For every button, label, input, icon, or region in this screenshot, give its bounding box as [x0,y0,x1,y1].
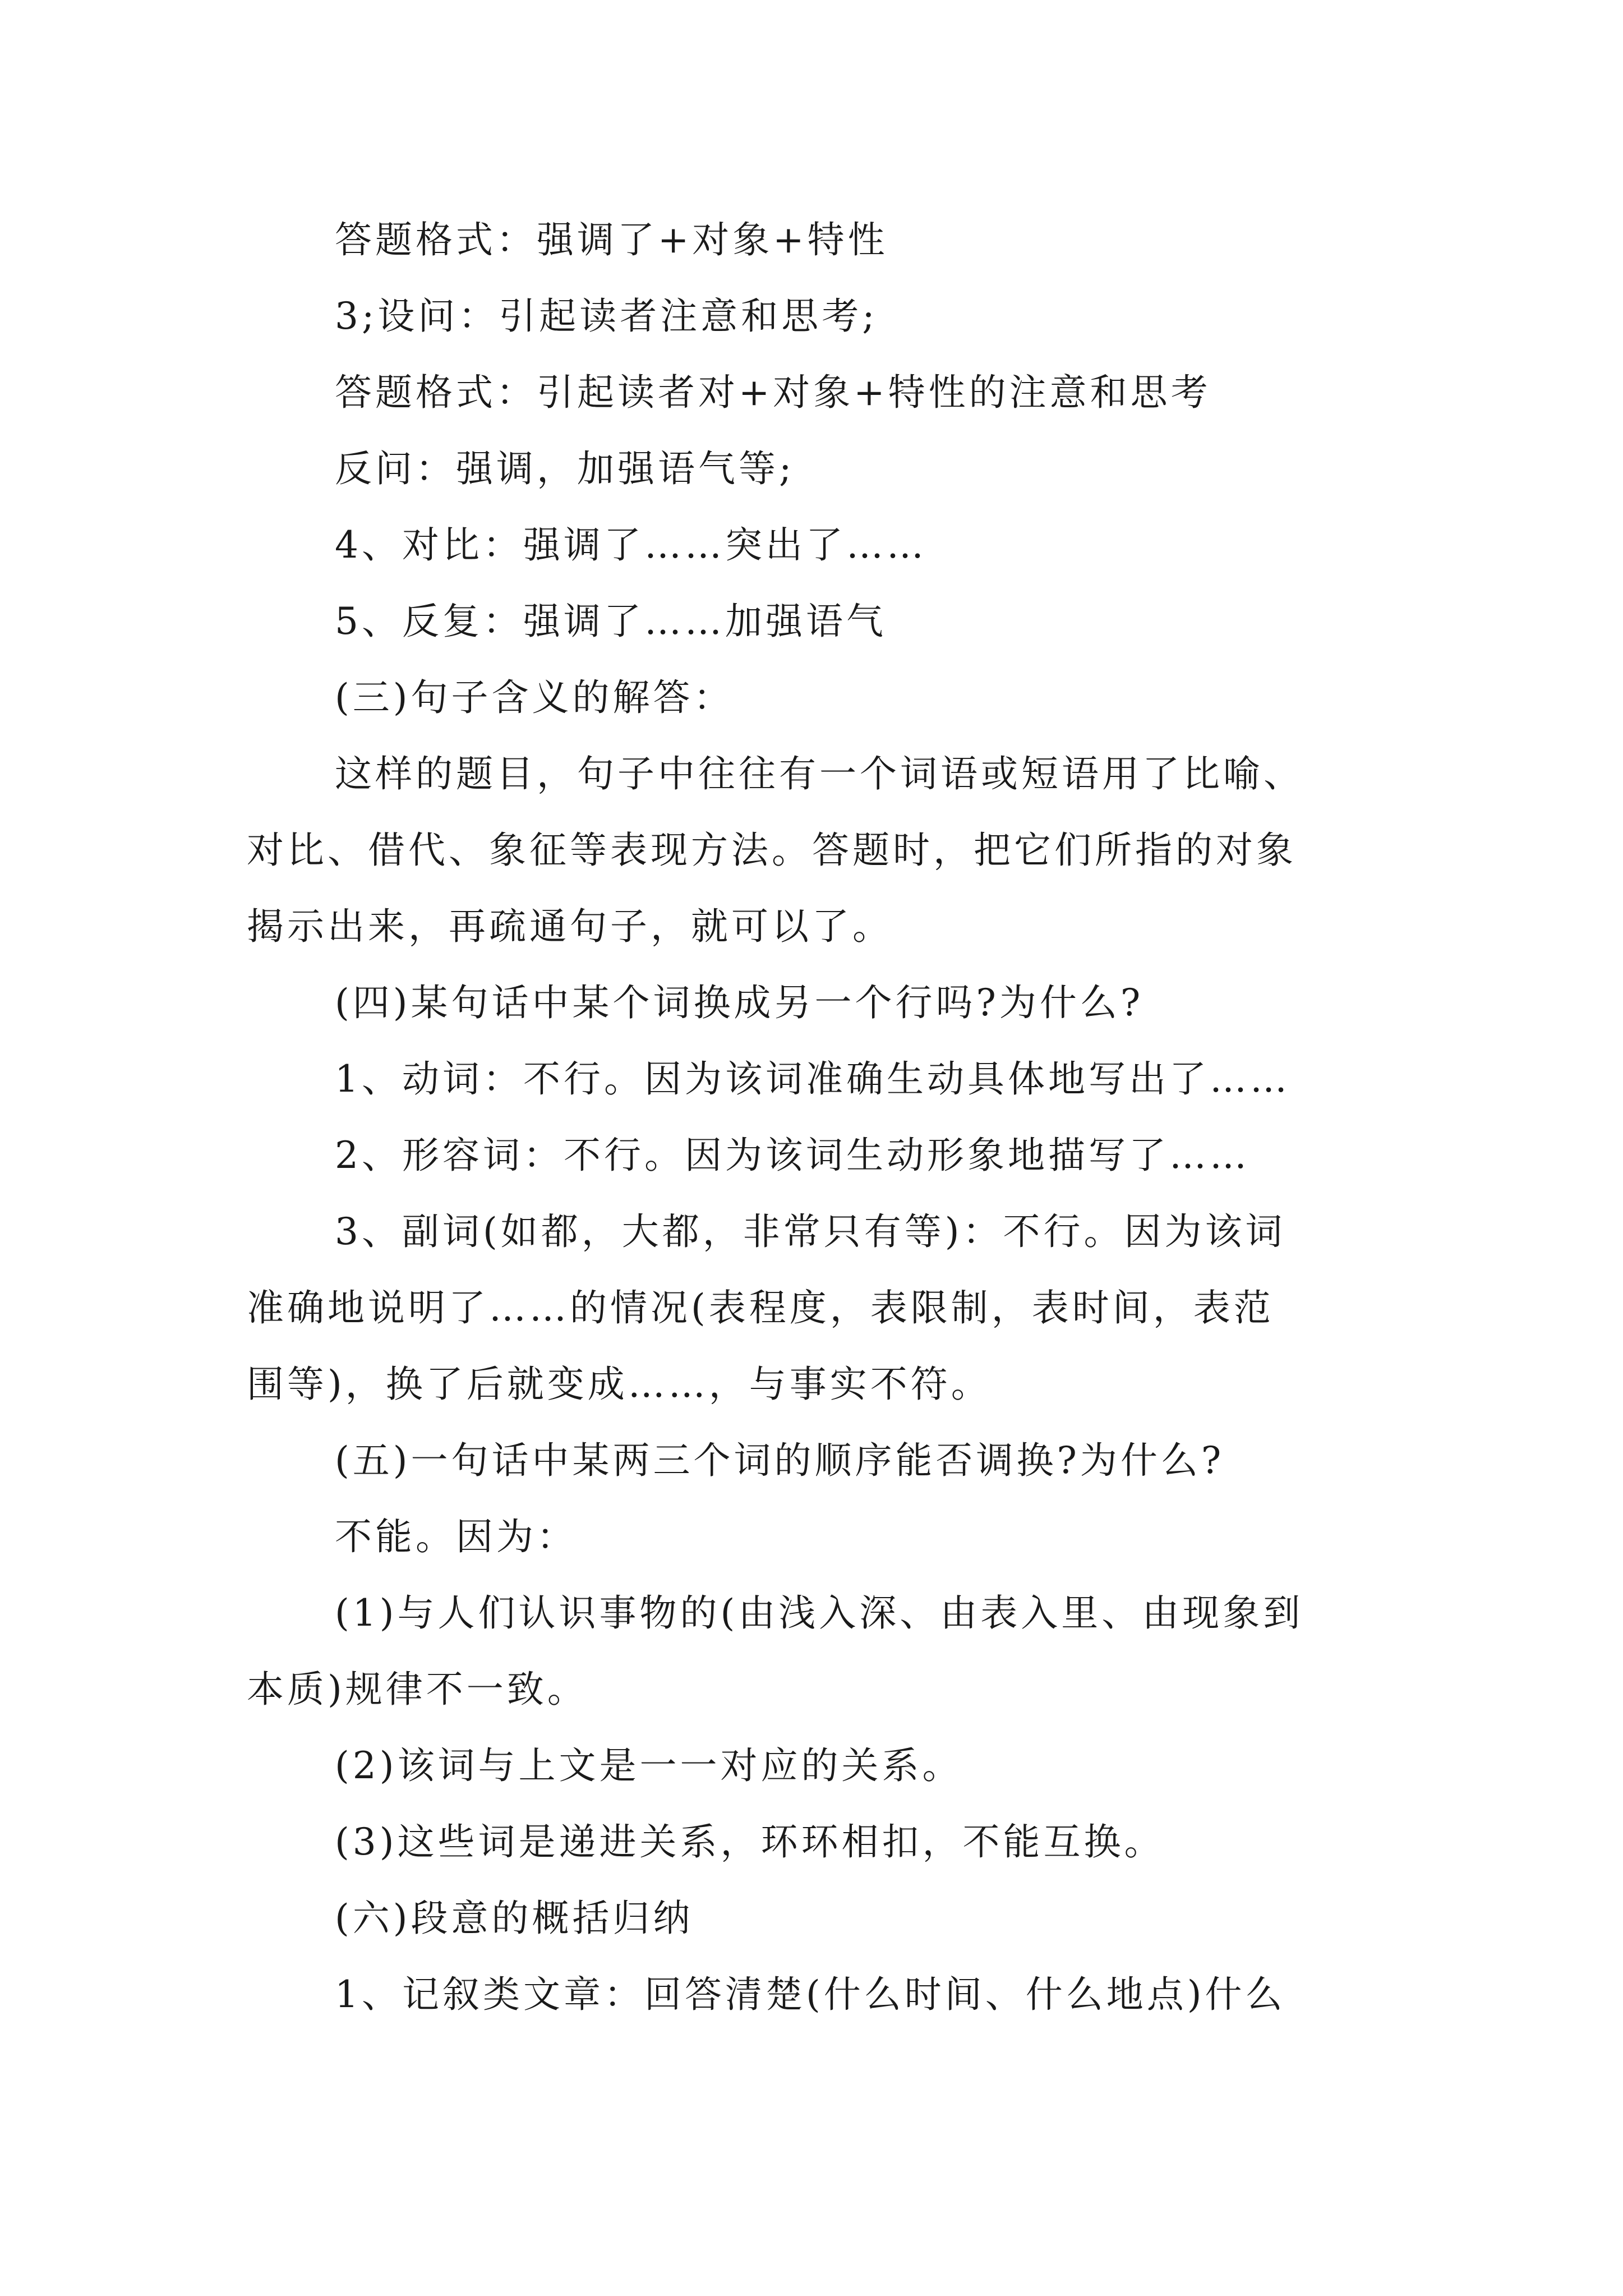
text-line: 这样的题目，句子中往往有一个词语或短语用了比喻、 [335,752,1304,795]
text-line: 1、记叙类文章：回答清楚(什么时间、什么地点)什么 [335,1973,1286,2016]
text-line: 揭示出来，再疏通句子，就可以了。 [247,905,893,948]
text-line: 本质)规律不一致。 [247,1668,588,1711]
text-line: 对比、借代、象征等表现方法。答题时，把它们所指的对象 [247,829,1297,872]
text-line: 3;设问：引起读者注意和思考; [335,295,878,338]
document-body [247,202,1402,2033]
text-line: 反问：强调，加强语气等; [335,447,795,490]
section-heading: (五)一句话中某两三个词的顺序能否调换?为什么? [335,1439,1225,1482]
text-line: 5、反复：强调了……加强语气 [335,600,887,643]
text-line: (1)与人们认识事物的(由浅入深、由表入里、由现象到 [335,1591,1304,1635]
section-heading: (四)某句话中某个词换成另一个行吗?为什么? [335,981,1144,1024]
text-line: 围等)，换了后就变成……，与事实不符。 [247,1363,992,1406]
text-line: 3、副词(如都，大都，非常只有等)：不行。因为该词 [335,1210,1286,1253]
text-line: 2、形容词：不行。因为该词生动形象地描写了…… [335,1134,1250,1177]
text-line: 1、动词：不行。因为该词准确生动具体地写出了…… [335,1057,1290,1101]
text-line: (3)这些词是递进关系，环环相扣，不能互换。 [335,1820,1165,1864]
text-line: 准确地说明了……的情况(表程度，表限制，表时间，表范 [247,1286,1274,1329]
text-line: 答题格式：引起读者对+对象+特性的注意和思考 [335,371,1211,414]
text-line: 答题格式：强调了+对象+特性 [335,218,888,261]
text-line: 不能。因为： [335,1515,577,1558]
text-line: 4、对比：强调了……突出了…… [335,523,927,567]
section-heading: (六)段意的概括归纳 [335,1897,694,1940]
section-heading: (三)句子含义的解答： [335,676,734,719]
text-line: (2)该词与上文是一一对应的关系。 [335,1744,963,1787]
